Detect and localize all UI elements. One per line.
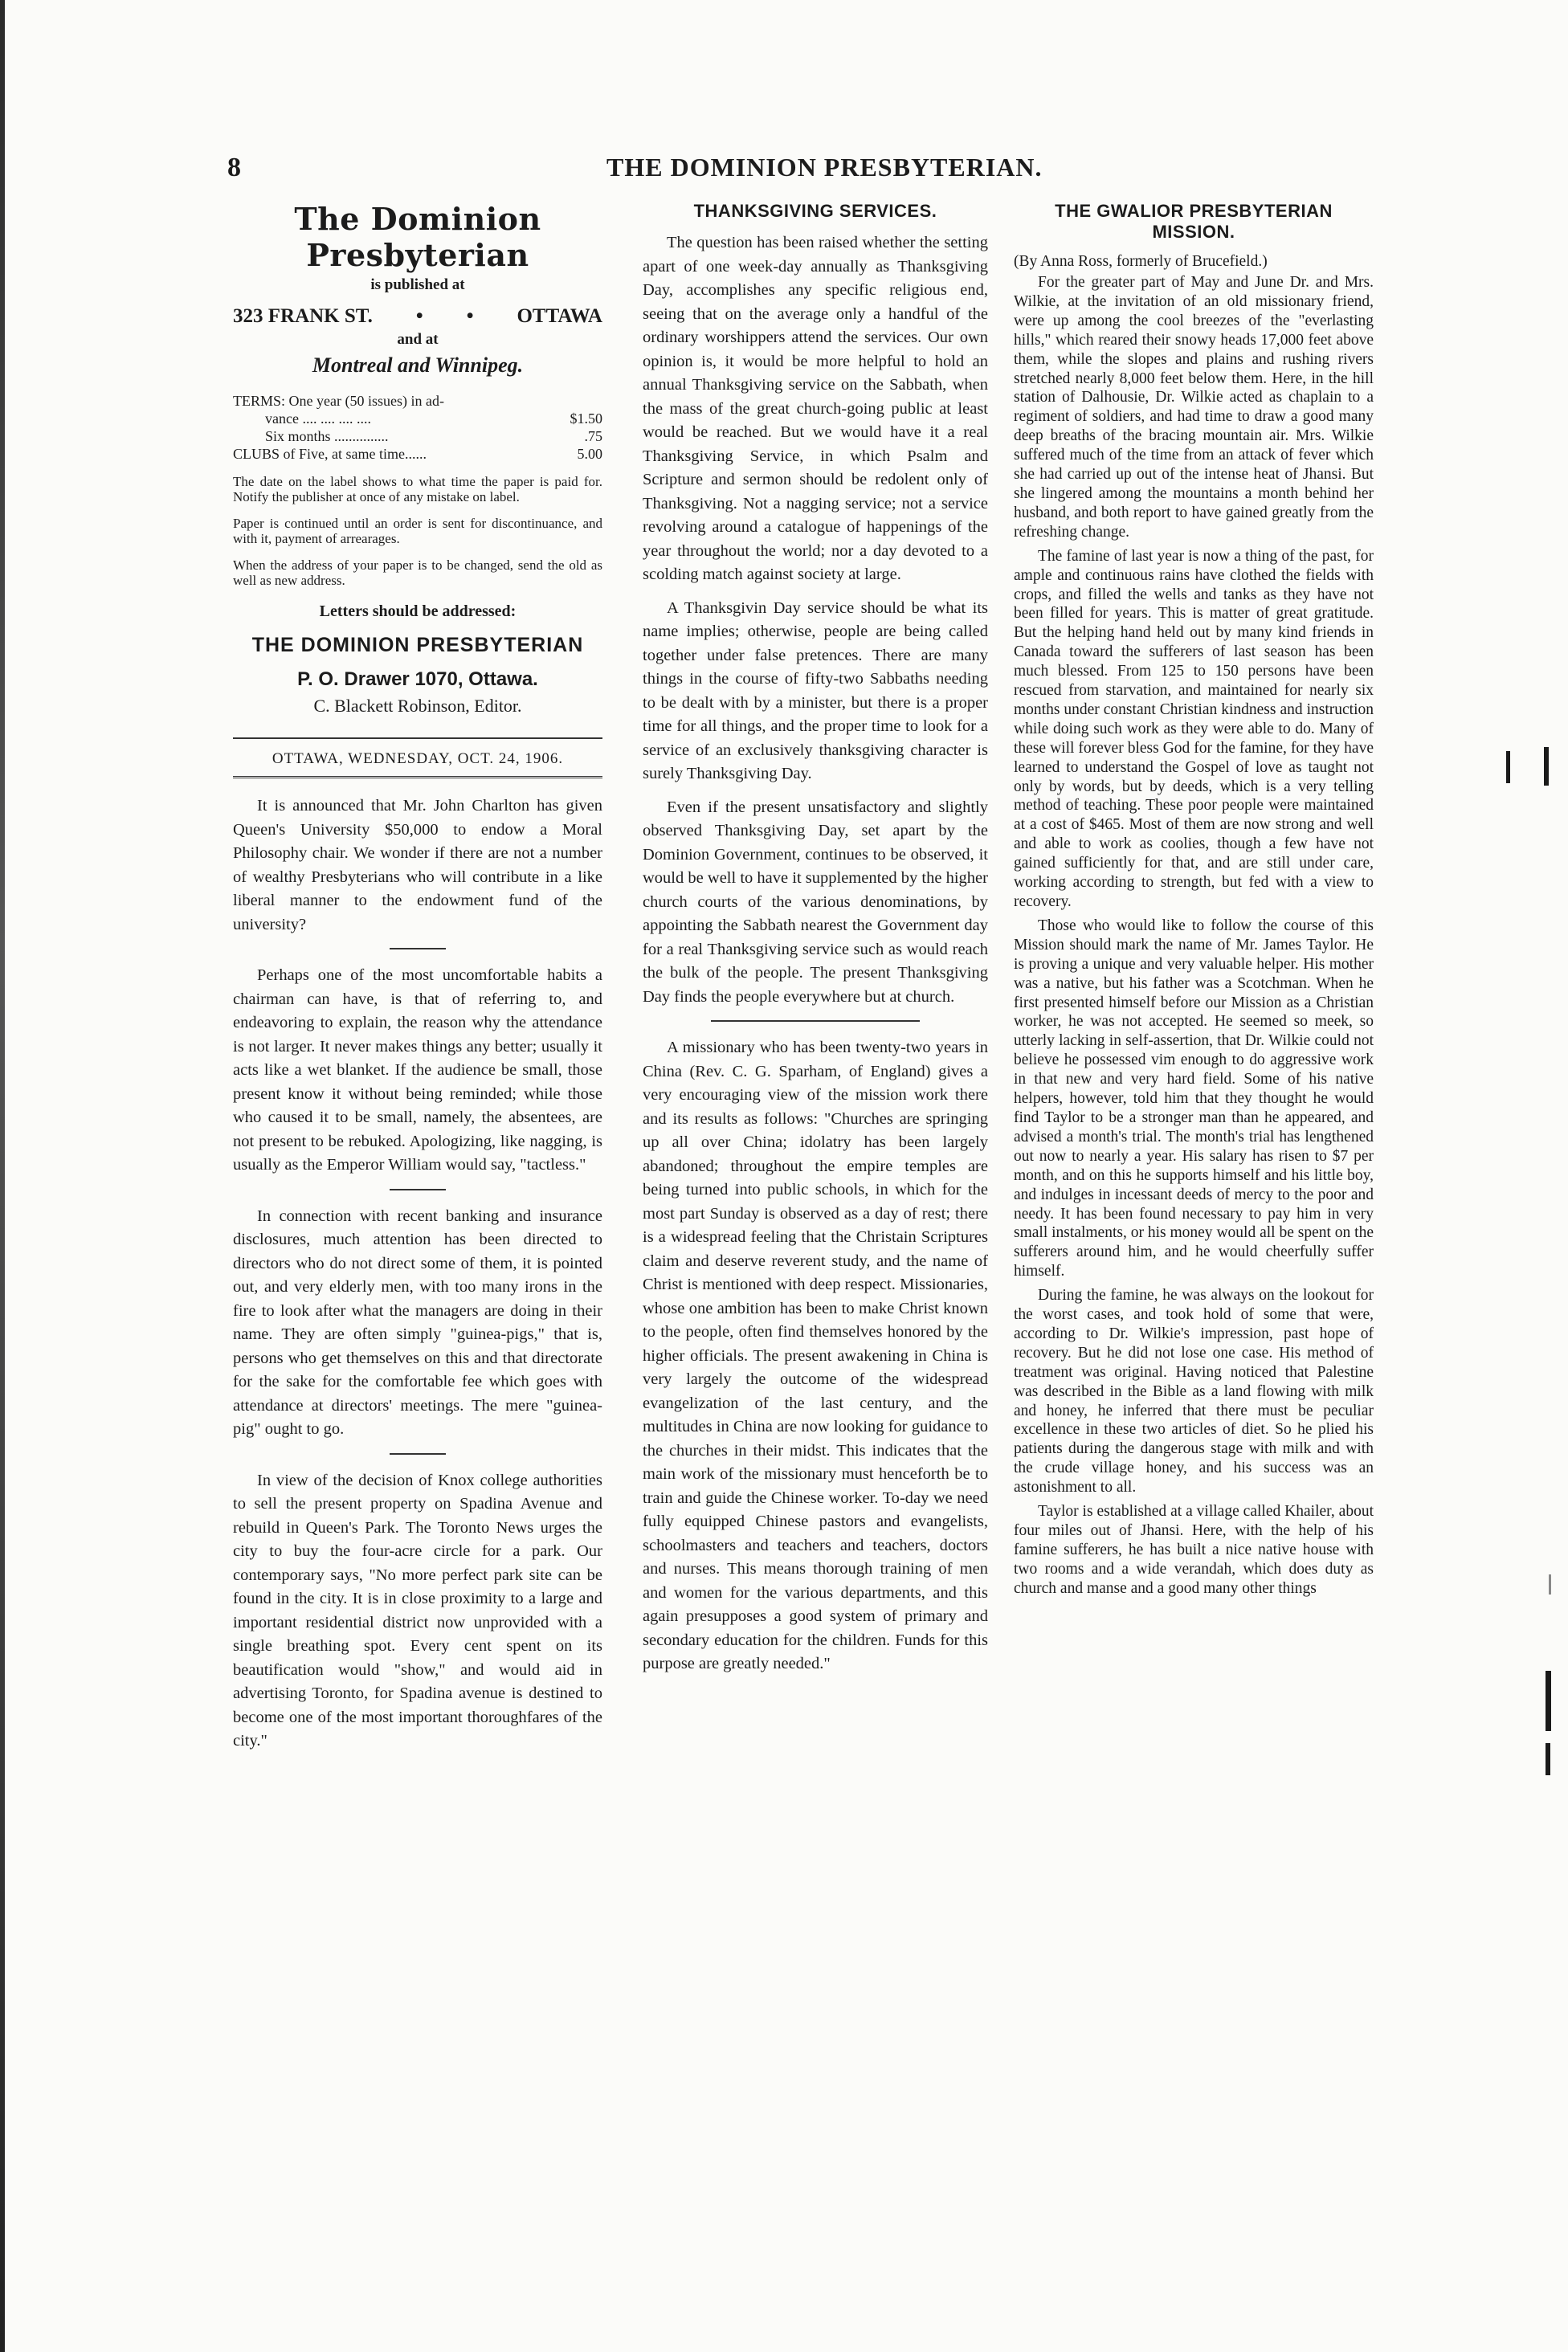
column-1 [233,201,602,1763]
article-paragraph: A Thanksgivin Day service should be what its name implies; otherwise, people are being called together under false pretences. There are many things in the course of fifty-two Sabbaths needing to be dealt with by a minister, but there is a proper time for all things, and the proper time to look for a service of an exclusively thanksgiving character is surely Thanksgiving Day. [643,598,988,782]
page-number: 8 [227,153,241,182]
running-head: THE DOMINION PRESBYTERIAN. [606,153,1043,182]
article-paragraph: For the greater part of May and June Dr. and Mrs. Wilkie, at the invitation of an old missionary friend, were up among the cool breezes of the "everlasting hills," which reared their snowy heads 17,000 feet above them, while the slopes and plains and rushing rivers stretched nearly 8,000 feet below them. Here, in the hill station of Dalhousie, Dr. Wilkie acted as chaplain to a regiment of soldiers, and had time to draw a good many deep breaths of the bracing mountain air. Mrs. Wilkie suffered much of the time from an attack of fever which she had carried up out of the intense heat of Jhansi. But she lingered among the mountains a month behind her husband, and both report to have gained greatly from the refreshing change. [1014,274,1374,541]
terms-label: CLUBS of Five, at same time...... [233,446,427,462]
and-at: and at [397,331,439,348]
divider [711,1020,920,1022]
section-heading: THANKSGIVING SERVICES. [693,201,937,221]
terms-line: TERMS: One year (50 issues) in ad- [233,393,444,409]
section-heading: THE GWALIOR PRESBYTERIAN MISSION. [1055,201,1333,242]
terms-row [233,445,602,463]
short-divider [390,948,446,949]
article-paragraph: Taylor is established at a village called Khailer, about four miles out of Jhansi. Here, with the help of his famine sufferers, he has built a nice native house with two rooms and a wide verandah, which does duty as church and manse and a good many other things [1014,1503,1374,1597]
dateline: OTTAWA, WEDNESDAY, OCT. 24, 1906. [272,750,564,767]
terms-price: 5.00 [577,446,602,462]
published-at: is published at [370,276,465,293]
article-paragraph: Those who would like to follow the course of this Mission should mark the name of Mr. James Taylor. He is proving a unique and very valuable helper. His mother was a native, but his father was a Scotchman. When he first presented himself before our Mission as a Christian worker, he was not accepted. He seemed so meek, so utterly lacking in self-assertion, that Dr. Wilkie could not believe he possessed vim enough to do aggressive work in that new and very hard field. Some of his native helpers, however, told him that they thought he would find Taylor to be a stronger man than he appeared, and advised a month's trial. The month's trial has lengthened out now to nearly a year. His salary has risen to $7 per month, and on this he supports himself and his little boy, and indulges in incessant deeds of mercy to the poor and needy. It has been found necessary to pay him in very small instalments, or his money would all be spent on the sufferers around him, and he would cheerfully suffer himself. [1014,917,1374,1280]
article-paragraph: The question has been raised whether the setting apart of one week-day annually as Thanksgiving Day, accomplishes any specific religious end, seeing that on the average only a handful of the ordinary worshippers attend the services. Our own opinion is, it would be more helpful to hold an annual Thanksgiving service on the Sabbath, when the mass of the great church-going public at least would be reached. But we would have it a real Thanksgiving Service, in which Psalm and Scripture and sermon should be redolent only of Thanksgiving. Not a nagging service; not a service revolving around a catalogue of happenings of the year throughout the world; nor a day devoted to a scolding match against society at large. [643,234,988,583]
byline: (By Anna Ross, formerly of Brucefield.) [1014,253,1268,270]
subscription-terms [233,392,602,463]
column-3 [1014,201,1374,1603]
editor-credit: C. Blackett Robinson, Editor. [313,696,522,716]
divider [233,737,602,739]
short-divider [390,1189,446,1190]
editorial-paragraph: It is announced that Mr. John Charlton has given Queen's University $50,000 to endow a Moral Philosophy chair. We wonder if there are not a number of wealthy Presbyterians who will contribute in a like liberal manner to the endowment fund of the university? [233,797,602,933]
article-paragraph: During the famine, he was always on the lookout for the worst cases, and took hold of some that were, according to Dr. Wilkie's impression, past hope of recovery. But he did not lose one case. His method of treatment was original. Having noticed that Palestine was described in the Bible as a land flowing with milk and honey, he inferred that there must be peculiar excellence in these two articles of diet. So he plied his patients during the dangerous stage with milk and with the crude village honey, and his success was an astonishment to all. [1014,1287,1374,1497]
bullet: • [415,305,423,327]
scan-artifact [1546,1671,1551,1731]
article-paragraph: The famine of last year is now a thing of the past, for ample and continuous rains have clothed the fields with crops, and filled the wells and tanks as they have not been filled for years. This is matter of great gratitude. But the helping hand held out by many kind friends in Canada toward the sufferers of last season has been much blessed. From 125 to 150 persons have been rescued from starvation, and maintained for nearly six months under constant Christian kindness and instruction while doing such work as they were able to do. Many of these will forever bless God for the famine, for they have learned to understand the Gospel of love as taught not only by words, but by deeds, which is a very telling method of teaching. These poor people were maintained at a cost of $465. Most of them are now strong and well and able to work as coolies, though a few have not gained sufficiently for that, and are still under care, working according to strength, but fed with a view to recovery. [1014,547,1374,910]
column-2 [643,201,988,1686]
editorial-paragraph: Perhaps one of the most uncomfortable habits a chairman can have, is that of referring to, and endeavoring to explain, the reason why the attendance is not larger. It never makes things any better; usually it acts like a wet blanket. If the audience be small, those present know it without being reminded; while those who caused it to be small, namely, the absentees, are not present to be rebuked. Apologizing, like nagging, is usually as the Emperor William would say, "tactless." [233,966,602,1174]
city: OTTAWA [517,305,602,327]
letters-label: Letters should be addressed: [319,602,517,620]
terms-label: Six months ............... [265,428,389,444]
address-change-notice: When the address of your paper is to be changed, send the old as well as new address. [233,557,602,588]
street-address: 323 FRANK ST. [233,305,373,327]
address-line [233,305,602,328]
publication-name: THE DOMINION PRESBYTERIAN [251,634,584,656]
masthead-title: The Dominion Presbyterian [294,201,541,273]
scan-edge [0,0,5,2352]
editorial-paragraph: In connection with recent banking and insurance disclosures, much attention has been directed to directors who do not direct some of them, it is pointed out, and very elderly men, with too many irons in the fire to look after what the managers are doing in their name. They are often simply "guinea-pigs," that is, persons who get themselves on this and that directorate for the sake for the comfortable fee which goes with attendance at directors' meetings. The mere "guinea-pig" ought to go. [233,1207,602,1438]
scan-artifact [1546,1743,1550,1775]
terms-price: .75 [584,428,602,444]
label-notice: The date on the label shows to what time the paper is paid for. Notify the publisher at once of any mistake on label. [233,474,602,504]
editorial-paragraph: In view of the decision of Knox college authorities to sell the present property on Spadina Avenue and rebuild in Queen's Park. The Toronto News urges the city to buy the four-acre circle for a park. Our contemporary says, "No more perfect park site can be found in the city. It is in close proximity to a large and important residential district now unprovided with a single breathing spot. Every cent spent on its beautification would "show," and would aid in advertising Toronto, for Spadina avenue is destined to become one of the most important thoroughfares of the city." [233,1471,602,1750]
scan-artifact [1506,751,1510,783]
bullet: • [466,305,474,327]
terms-row [233,427,602,445]
terms-price: $1.50 [570,410,602,427]
terms-row [233,410,602,427]
short-divider [390,1453,446,1455]
article-paragraph: Even if the present unsatisfactory and slightly observed Thanksgiving Day, set apart by the Dominion Government, continues to be observed, it would be well to have it supplemented by the higher church courts of the various denominations, by appointing the Sabbath nearest the Government day for a real Thanksgiving service such as would reach the bulk of the people. The present Thanksgiving Day finds the people everywhere but at church. [643,798,988,1006]
continuance-notice: Paper is continued until an order is sent for discontinuance, and with it, payment of arrearages. [233,516,602,546]
article-paragraph: A missionary who has been twenty-two years in China (Rev. C. G. Sparham, of England) gives a very encouraging view of the mission work there and its results as follows: "Churches are springing up all over China; idolatry has been largely abandoned; throughout the empire temples are being turned into public schools, in which for the most part Sunday is observed as a day of rest; there is a widespread feeling that the Christain Scriptures claim and deserve reverent study, and the name of Christ is mentioned with deep respect. Missionaries, whose one ambition has been to make Christ known to the people, often find themselves honored by the higher officials. The present awakening in China is very largely the outcome of the widespread evangelization of the last century, and the multitudes in China are now looking for guidance to the churches in their midst. This indicates that the main work of the missionary must henceforth be to train and guide the Chinese worker. To-day we need fully equipped Chinese pastors and evangelists, schoolmasters and teachers and teachers, doctors and nurses. This means thorough training of men and women for the various departments, and this again presupposes a good system of primary and secondary education for the children. Funds for this purpose are greatly needed." [643,1039,988,1672]
other-cities: Montreal and Winnipeg. [312,353,524,377]
terms-label: vance .... .... .... .... [265,410,371,427]
postal-drawer: P. O. Drawer 1070, Ottawa. [297,668,538,690]
scan-artifact [1544,747,1549,786]
scan-artifact [1549,1574,1551,1595]
double-divider [233,776,602,780]
